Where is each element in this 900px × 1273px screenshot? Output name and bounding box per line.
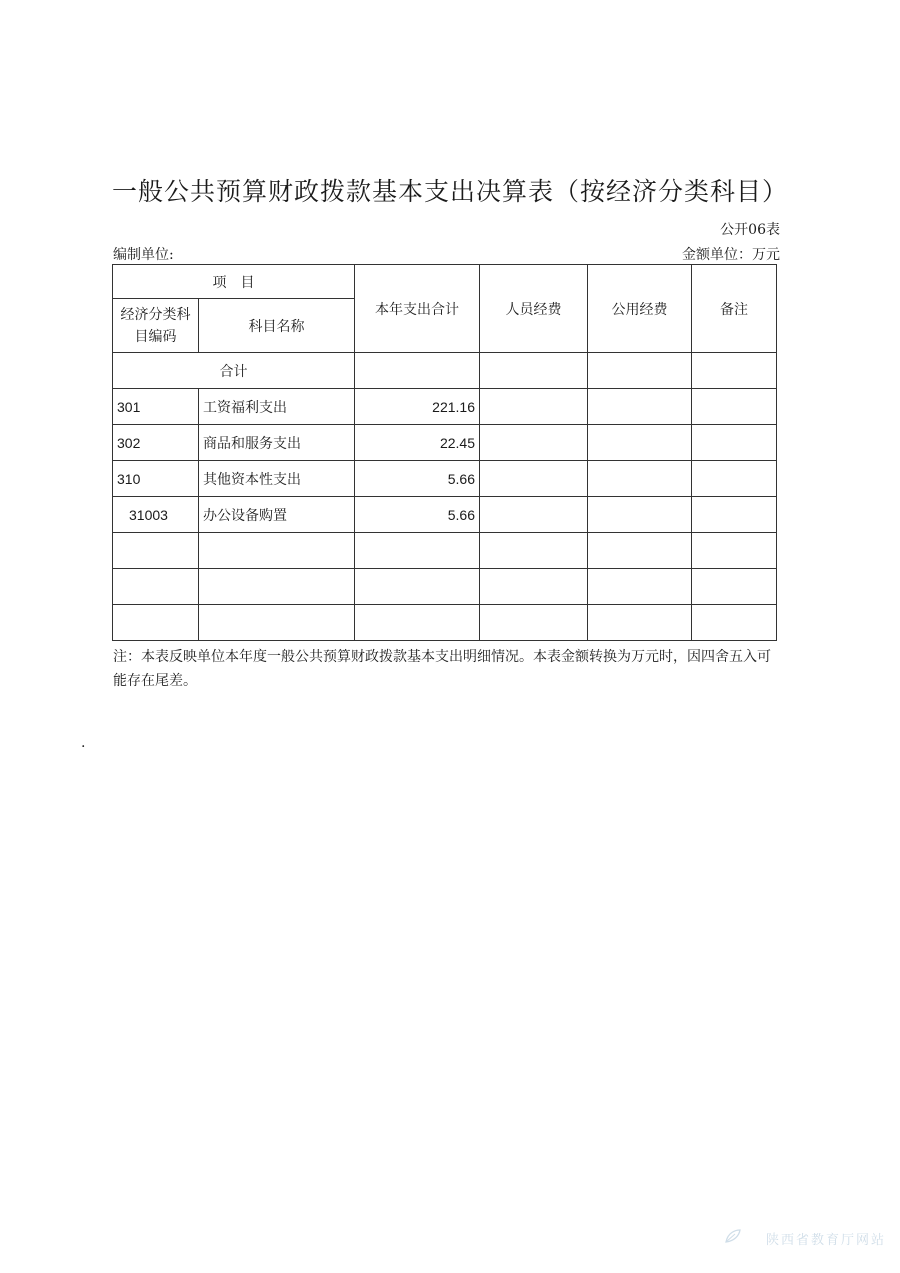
site-watermark: 陕西省教育厅网站 <box>765 1233 886 1248</box>
row-total: 5.66 <box>355 461 480 497</box>
header-personnel: 人员经费 <box>480 265 588 353</box>
table-row <box>113 425 777 461</box>
row-personnel <box>480 533 588 569</box>
row-name: 办公设备购置 <box>199 497 355 533</box>
total-row-remark <box>692 353 777 389</box>
row-personnel <box>480 569 588 605</box>
prepared-by-label: 编制单位: <box>113 247 174 263</box>
row-public <box>588 605 692 641</box>
row-public <box>588 389 692 425</box>
header-econ-code: 经济分类科目编码 <box>113 299 199 353</box>
row-remark <box>692 533 777 569</box>
total-row <box>113 353 777 389</box>
row-personnel <box>480 425 588 461</box>
row-total: 5.66 <box>355 497 480 533</box>
row-name: 工资福利支出 <box>199 389 355 425</box>
table-row <box>113 497 777 533</box>
row-personnel <box>480 497 588 533</box>
row-personnel <box>480 605 588 641</box>
row-code <box>113 605 199 641</box>
row-public <box>588 497 692 533</box>
header-remark: 备注 <box>692 265 777 353</box>
stray-mark: . <box>81 735 86 751</box>
row-code: 310 <box>113 461 199 497</box>
row-personnel <box>480 389 588 425</box>
table-row <box>113 389 777 425</box>
amount-unit-label: 金额单位：万元 <box>682 247 780 263</box>
header-subject-name: 科目名称 <box>199 299 355 353</box>
total-row-total <box>355 353 480 389</box>
total-row-personnel <box>480 353 588 389</box>
row-name: 其他资本性支出 <box>199 461 355 497</box>
row-name <box>199 569 355 605</box>
row-code <box>113 569 199 605</box>
row-total: 22.45 <box>355 425 480 461</box>
row-remark <box>692 461 777 497</box>
row-remark <box>692 605 777 641</box>
row-public <box>588 425 692 461</box>
leaf-logo-icon <box>724 1228 742 1248</box>
row-total <box>355 569 480 605</box>
row-code <box>113 533 199 569</box>
row-total <box>355 533 480 569</box>
header-total: 本年支出合计 <box>355 265 480 353</box>
row-remark <box>692 425 777 461</box>
total-row-public <box>588 353 692 389</box>
row-total <box>355 605 480 641</box>
row-personnel <box>480 461 588 497</box>
row-name <box>199 533 355 569</box>
table-row <box>113 569 777 605</box>
footnote: 注：本表反映单位本年度一般公共预算财政拨款基本支出明细情况。本表金额转换为万元时，因四舍五入可能存在尾差。 <box>113 649 771 689</box>
header-item: 项 目 <box>113 265 355 299</box>
row-code: 302 <box>113 425 199 461</box>
row-total: 221.16 <box>355 389 480 425</box>
row-name: 商品和服务支出 <box>199 425 355 461</box>
page-title: 一般公共预算财政拨款基本支出决算表（按经济分类科目） <box>111 177 788 206</box>
row-public <box>588 569 692 605</box>
expenditure-table <box>112 264 777 641</box>
form-number: 公开06表 <box>720 222 780 238</box>
row-public <box>588 461 692 497</box>
row-remark <box>692 389 777 425</box>
row-public <box>588 533 692 569</box>
table-row <box>113 533 777 569</box>
total-row-label: 合计 <box>113 353 355 389</box>
row-remark <box>692 569 777 605</box>
row-remark <box>692 497 777 533</box>
row-name <box>199 605 355 641</box>
table-row <box>113 461 777 497</box>
row-code: 301 <box>113 389 199 425</box>
header-public: 公用经费 <box>588 265 692 353</box>
table-row <box>113 605 777 641</box>
row-code: 31003 <box>113 497 199 533</box>
